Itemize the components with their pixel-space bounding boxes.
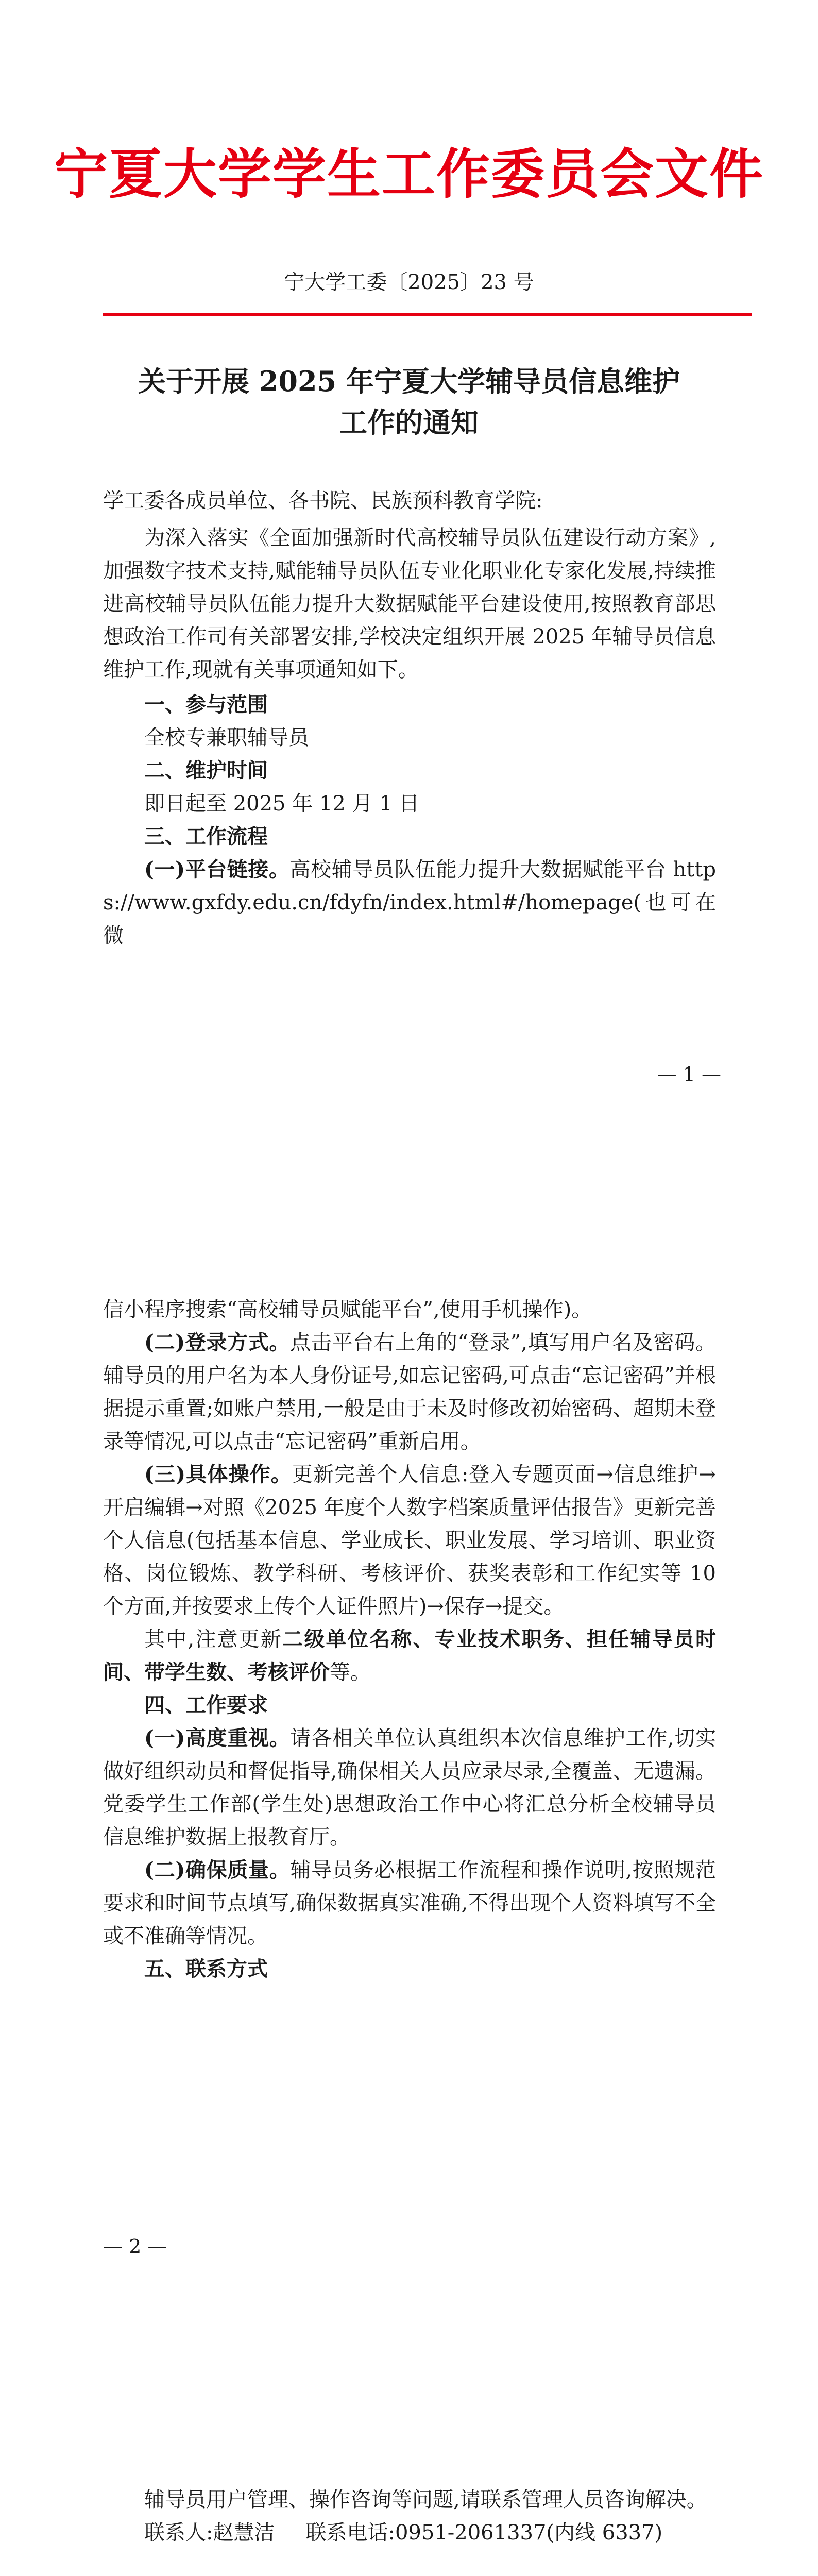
requirement-1-paragraph <box>103 1722 716 1854</box>
contact-text: 辅导员用户管理、操作咨询等问题,请联系管理人员咨询解决。 <box>144 2488 707 2512</box>
page-number-1: — 1 — <box>657 1063 721 1086</box>
section-3-heading: 三、工作流程 <box>144 824 268 849</box>
title-line-2: 工作的通知 <box>339 406 479 439</box>
contact-phone: 0951-2061337(内线 6337) <box>395 2521 663 2545</box>
contact-person: 赵慧洁 <box>213 2521 275 2545</box>
step-1-continuation: 信小程序搜索“高校辅导员赋能平台”,使用手机操作)。 <box>103 1298 592 1321</box>
step-1-text: 高校辅导员队伍能力提升大数据赋能平台 https://www.gxfdy.edu.cn/fdyfn/index.html#/homepage(也可在微 <box>103 858 717 947</box>
document-number: 宁大学工委〔2025〕23 号 <box>284 270 534 294</box>
page1-body <box>103 484 716 952</box>
step-2-text: 点击平台右上角的“登录”,填写用户名及密码。辅导员的用户名为本人身份证号,如忘记密码,可点击“忘记密码”并根据提示重置;如账户禁用,一般是由于未及时修改初始密码、超期未登录等情况,可以点击“忘记密码”重新启用。 <box>103 1331 716 1453</box>
requirement-1-label: (一)高度重视。 <box>144 1726 291 1750</box>
section-2-body: 即日起至 2025 年 12 月 1 日 <box>144 792 420 816</box>
step-1-paragraph <box>103 853 716 952</box>
requirement-2-paragraph <box>103 1854 716 1953</box>
page-number-2: — 2 — <box>103 2235 167 2258</box>
document-title <box>118 361 700 443</box>
page3-body <box>103 2483 716 2549</box>
title-line-1: 关于开展 2025 年宁夏大学辅导员信息维护 <box>138 365 680 398</box>
step-2-label: (二)登录方式。 <box>144 1330 291 1354</box>
contact-line <box>103 2516 716 2549</box>
note-suffix: 等。 <box>330 1660 371 1684</box>
section-4-heading: 四、工作要求 <box>144 1693 268 1717</box>
note-paragraph <box>103 1623 716 1689</box>
requirement-2-label: (二)确保质量。 <box>144 1858 291 1882</box>
salutation: 学工委各成员单位、各书院、民族预科教育学院: <box>103 489 543 513</box>
contact-phone-label: 联系电话: <box>305 2521 395 2545</box>
requirement-2-text: 辅导员务必根据工作流程和操作说明,按照规范要求和时间节点填写,确保数据真实准确,不得出现个人资料填写不全或不准确等情况。 <box>103 1858 716 1948</box>
step-2-paragraph <box>103 1326 716 1458</box>
requirement-1-text: 请各相关单位认真组织本次信息维护工作,切实做好组织动员和督促指导,确保相关人员应录尽录,全覆盖、无遗漏。党委学生工作部(学生处)思想政治工作中心将汇总分析全校辅导员信息维护数据上报教育厅。 <box>103 1726 716 1849</box>
step-3-paragraph <box>103 1458 716 1623</box>
note-bold: 二级单位名称、专业技术职务、担任辅导员时间、带学生数、考核评价 <box>103 1627 716 1684</box>
section-1-heading: 一、参与范围 <box>144 692 268 717</box>
org-title: 宁夏大学学生工作委员会文件 <box>54 142 764 206</box>
note-prefix: 其中,注意更新 <box>144 1628 283 1651</box>
section-2-heading: 二、维护时间 <box>144 758 268 783</box>
step-3-text: 更新完善个人信息:登入专题页面→信息维护→开启编辑→对照《2025 年度个人数字档案质量评估报告》更新完善个人信息(包括基本信息、学业成长、职业发展、学习培训、职业资格、岗位锻炼、教学科研、考核评价、获奖表彰和工作纪实等 10 个方面,并按要求上传个人证件照片)→保存→提交。 <box>103 1463 716 1618</box>
section-1-body: 全校专兼职辅导员 <box>144 726 309 750</box>
red-divider <box>103 313 752 316</box>
intro-paragraph: 为深入落实《全面加强新时代高校辅导员队伍建设行动方案》,加强数字技术支持,赋能辅导员队伍专业化职业化专家化发展,持续推进高校辅导员队伍能力提升大数据赋能平台建设使用,按照教育部思想政治工作司有关部署安排,学校决定组织开展 2025 年辅导员信息维护工作,现就有关事项通知如下。 <box>103 526 716 682</box>
section-5-heading: 五、联系方式 <box>144 1957 268 1981</box>
step-3-label: (三)具体操作。 <box>144 1462 292 1486</box>
step-1-label: (一)平台链接。 <box>144 857 290 882</box>
page2-body <box>103 1293 716 1986</box>
contact-person-label: 联系人: <box>144 2521 213 2545</box>
